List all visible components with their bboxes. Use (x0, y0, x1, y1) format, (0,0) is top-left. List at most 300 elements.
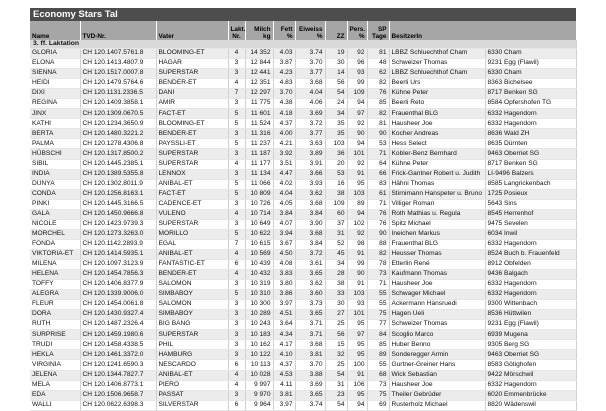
cell-tvd: CH 120.1142.2893.9 (80, 239, 156, 249)
cell-milch: 10 439 (245, 259, 273, 269)
cell-milch: 10 432 (245, 270, 273, 280)
cell-name: JELENA (30, 370, 80, 380)
cell-pers: 95 (347, 340, 367, 350)
cell-tvd: CH 120.1309.0670.5 (80, 109, 156, 119)
cell-lakt: 3 (228, 280, 245, 290)
cell-besitzer: Schweizer Thomas (389, 320, 485, 330)
cell-lakt: 3 (228, 300, 245, 310)
cell-vater: PHIL (156, 340, 228, 350)
table-row (30, 129, 576, 139)
cell-lakt: 3 (228, 320, 245, 330)
cell-pers: 92 (347, 159, 367, 169)
cell-eiweiss: 3.91 (295, 159, 325, 169)
cell-milch: 10 113 (245, 360, 273, 370)
cell-vater: FANTASTIC-ET (156, 259, 228, 269)
cell-vater: CADENCE-ET (156, 199, 228, 209)
cell-zz: 25 (325, 320, 347, 330)
cell-tvd: CH 120.1097.3123.9 (80, 259, 156, 269)
cell-besitzer: Kaufmann Thomas (389, 270, 485, 280)
cell-zz: 103 (325, 139, 347, 149)
table-row (30, 290, 576, 300)
cell-sp: 81 (367, 119, 389, 129)
cell-name: TRUDI (30, 340, 80, 350)
cell-vater: SUPERSTAR (156, 219, 228, 229)
cell-eiweiss: 3.65 (295, 310, 325, 320)
cell-tvd: CH 120.1517.0007.8 (80, 69, 156, 79)
cell-ort: 6939 Mugena (485, 330, 576, 340)
cell-milch: 10 714 (245, 209, 273, 219)
cell-milch: 12 844 (245, 59, 273, 69)
cell-tvd: CH 120.1409.3858.1 (80, 99, 156, 109)
cell-name: VIRGINIA (30, 360, 80, 370)
cell-sp: 82 (367, 109, 389, 119)
cell-name: KATHI (30, 119, 80, 129)
col-header-lakt: Lakt. Nr. (228, 21, 245, 40)
cell-zz: 31 (325, 380, 347, 390)
cell-ort: 6020 Emmenbrücke (485, 390, 576, 400)
cell-sp: 62 (367, 69, 389, 79)
cell-fett: 3.97 (273, 300, 295, 310)
cell-eiweiss: 3.68 (295, 199, 325, 209)
cell-sp: 82 (367, 249, 389, 259)
table-row (30, 310, 576, 320)
cell-sp: 77 (367, 320, 389, 330)
cell-vater: HÄGAR (156, 59, 228, 69)
col-header-pers: Pers. % (347, 21, 367, 40)
cell-fett: 3.51 (273, 159, 295, 169)
cell-eiweiss: 3.90 (295, 219, 325, 229)
cell-eiweiss: 4.04 (295, 89, 325, 99)
cell-lakt: 4 (228, 270, 245, 280)
cell-ort: 6330 Cham (485, 49, 576, 59)
cell-fett: 4.11 (273, 380, 295, 390)
cell-sp: 81 (367, 49, 389, 59)
cell-milch: 9 970 (245, 390, 273, 400)
cell-eiweiss: 3.72 (295, 119, 325, 129)
cell-zz: 54 (325, 370, 347, 380)
cell-lakt: 5 (228, 229, 245, 239)
cell-pers: 109 (347, 89, 367, 99)
cell-name: GLORIA (30, 49, 80, 59)
cell-eiweiss: 3.77 (295, 69, 325, 79)
cell-eiweiss: 3.68 (295, 229, 325, 239)
cell-ort: 8584 Opfershofen TG (485, 99, 576, 109)
cell-sp: 71 (367, 199, 389, 209)
cell-ort: LI-9496 Balzers (485, 169, 576, 179)
cell-name: NICOLE (30, 219, 80, 229)
table-row (30, 350, 576, 360)
cell-vater: SUPERSTAR (156, 69, 228, 79)
cell-vater: BENDER-ET (156, 129, 228, 139)
cell-besitzer: Hausheer Joe (389, 119, 485, 129)
cell-besitzer: Heusser Thomas (389, 249, 485, 259)
col-header-zz: ZZ (325, 21, 347, 40)
table-row (30, 390, 576, 400)
cell-tvd: CH 120.1256.8163.1 (80, 189, 156, 199)
cell-sp: 89 (367, 350, 389, 360)
cell-ort: 8545 Herrenhof (485, 209, 576, 219)
cell-name: HEKLA (30, 350, 80, 360)
cell-eiweiss: 3.74 (295, 400, 325, 410)
cell-sp: 55 (367, 290, 389, 300)
cell-pers: 92 (347, 229, 367, 239)
cell-fett: 4.83 (273, 79, 295, 89)
cell-besitzer: LBBZ Schluechthof Cham (389, 69, 485, 79)
table-row (30, 99, 576, 109)
cell-ort: 9475 Sevelen (485, 219, 576, 229)
cell-ort: 8536 Hüttwilen (485, 310, 576, 320)
cell-zz: 28 (325, 270, 347, 280)
cell-vater: BIG BANG (156, 320, 228, 330)
cell-vater: BLOOMING-ET (156, 119, 228, 129)
cell-fett: 3.81 (273, 390, 295, 400)
cell-besitzer: Stirnimann Hanspeter u. Bruno (389, 189, 485, 199)
table-row (30, 169, 576, 179)
cell-vater: VULENO (156, 209, 228, 219)
cell-fett: 4.02 (273, 179, 295, 189)
table-body (30, 40, 576, 410)
table-row (30, 229, 576, 239)
cell-lakt: 5 (228, 179, 245, 189)
cell-tvd: CH 120.1430.9327.4 (80, 310, 156, 320)
cell-eiweiss: 3.88 (295, 370, 325, 380)
table-row (30, 69, 576, 79)
cell-eiweiss: 3.61 (295, 259, 325, 269)
cell-tvd: CH 120.1278.4306.8 (80, 139, 156, 149)
cell-name: MELA (30, 380, 80, 390)
cell-name: INDIA (30, 169, 80, 179)
cell-vater: BENDER-ET (156, 79, 228, 89)
cell-pers: 91 (347, 280, 367, 290)
cell-fett: 3.83 (273, 270, 295, 280)
cell-lakt: 6 (228, 400, 245, 410)
cell-pers: 97 (347, 330, 367, 340)
cell-lakt: 5 (228, 109, 245, 119)
cell-zz: 15 (325, 340, 347, 350)
cell-ort: 6332 Hagendorn (485, 380, 576, 390)
cell-pers: 103 (347, 290, 367, 300)
cell-fett: 3.70 (273, 89, 295, 99)
cell-fett: 4.38 (273, 99, 295, 109)
cell-vater: SALOMON (156, 280, 228, 290)
cell-zz: 34 (325, 259, 347, 269)
cell-zz: 56 (325, 330, 347, 340)
cell-eiweiss: 3.68 (295, 340, 325, 350)
cell-sp: 85 (367, 99, 389, 109)
cell-besitzer: Frauenthal BLG (389, 239, 485, 249)
table-row (30, 239, 576, 249)
cell-lakt: 3 (228, 390, 245, 400)
cell-tvd: CH 120.1407.5761.8 (80, 49, 156, 59)
cell-ort: 6034 Inwil (485, 229, 576, 239)
cell-fett: 4.03 (273, 49, 295, 59)
cell-sp: 61 (367, 189, 389, 199)
cell-fett: 4.07 (273, 219, 295, 229)
cell-tvd: CH 120.1413.4807.9 (80, 59, 156, 69)
cell-tvd: CH 120.1454.0061.8 (80, 300, 156, 310)
cell-name: MILENA (30, 259, 80, 269)
cell-fett: 3.97 (273, 400, 295, 410)
cell-sp: 83 (367, 179, 389, 189)
table-row (30, 300, 576, 310)
cell-ort: 9231 Egg (Flawil) (485, 59, 576, 69)
cell-pers: 92 (347, 49, 367, 59)
cell-pers: 95 (347, 350, 367, 360)
cell-pers: 95 (347, 320, 367, 330)
cell-name: EDA (30, 390, 80, 400)
cell-vater: MORILLO (156, 229, 228, 239)
cell-sp: 53 (367, 139, 389, 149)
cell-milch: 10 028 (245, 370, 273, 380)
cell-milch: 14 352 (245, 49, 273, 59)
cell-tvd: CH 120.1506.9658.7 (80, 390, 156, 400)
cell-vater: FACT-ET (156, 109, 228, 119)
cell-name: PALMA (30, 139, 80, 149)
table-title: Economy Stars Tal (30, 8, 576, 21)
cell-tvd: CH 120.1423.9739.3 (80, 219, 156, 229)
cell-pers: 106 (347, 380, 367, 390)
cell-sp: 84 (367, 330, 389, 340)
cell-name: FLEUR (30, 300, 80, 310)
cell-tvd: CH 120.1445.3166.5 (80, 199, 156, 209)
cell-besitzer: Scoglio Marco (389, 330, 485, 340)
cell-lakt: 5 (228, 290, 245, 300)
cell-zz: 52 (325, 239, 347, 249)
cell-milch: 10 289 (245, 310, 273, 320)
cell-zz: 33 (325, 290, 347, 300)
cell-besitzer: Huber Benno (389, 340, 485, 350)
cell-tvd: CH 120.1454.7856.3 (80, 270, 156, 280)
cell-vater: ANIBAL-ET (156, 370, 228, 380)
cell-pers: 98 (347, 239, 367, 249)
cell-fett: 4.37 (273, 360, 295, 370)
cell-name: DUNYA (30, 179, 80, 189)
cell-vater: SUPERSTAR (156, 330, 228, 340)
cell-milch: 11 601 (245, 109, 273, 119)
cell-lakt: 7 (228, 89, 245, 99)
cell-milch: 11 316 (245, 129, 273, 139)
cell-name: SIENNA (30, 69, 80, 79)
cell-pers: 95 (347, 390, 367, 400)
cell-name: DORA (30, 310, 80, 320)
cell-eiweiss: 3.69 (295, 380, 325, 390)
cell-lakt: 3 (228, 199, 245, 209)
cell-vater: SUPERSTAR (156, 159, 228, 169)
cell-ort: 8912 Obfelden (485, 259, 576, 269)
cell-tvd: CH 120.1389.5355.8 (80, 169, 156, 179)
cell-sp: 88 (367, 239, 389, 249)
cell-eiweiss: 3.73 (295, 300, 325, 310)
table-row (30, 109, 576, 119)
cell-milch: 11 177 (245, 159, 273, 169)
cell-sp: 90 (367, 129, 389, 139)
cell-fett: 4.50 (273, 249, 295, 259)
cell-ort: 5643 Sins (485, 199, 576, 209)
cell-fett: 3.84 (273, 209, 295, 219)
cell-sp: 69 (367, 400, 389, 410)
table-row (30, 179, 576, 189)
cell-besitzer: Wick Sebastian (389, 370, 485, 380)
cell-eiweiss: 3.65 (295, 390, 325, 400)
cell-sp: 78 (367, 259, 389, 269)
cell-eiweiss: 3.89 (295, 149, 325, 159)
table-row (30, 340, 576, 350)
table-row (30, 149, 576, 159)
cell-tvd: CH 120.1339.9006.0 (80, 290, 156, 300)
cell-pers: 92 (347, 119, 367, 129)
cell-fett: 4.23 (273, 69, 295, 79)
cell-eiweiss: 3.72 (295, 249, 325, 259)
cell-besitzer: Hess Select (389, 139, 485, 149)
cell-sp: 75 (367, 390, 389, 400)
cell-milch: 12 297 (245, 89, 273, 99)
cell-lakt: 5 (228, 189, 245, 199)
cell-vater: ANIBAL-ET (156, 249, 228, 259)
cell-sp: 75 (367, 310, 389, 320)
table-row (30, 159, 576, 169)
cell-pers: 90 (347, 270, 367, 280)
cell-sp: 90 (367, 229, 389, 239)
cell-sp: 66 (367, 169, 389, 179)
cell-pers: 99 (347, 259, 367, 269)
table-row (30, 219, 576, 229)
cell-zz: 54 (325, 400, 347, 410)
table-row (30, 89, 576, 99)
cell-pers: 91 (347, 249, 367, 259)
cell-zz: 24 (325, 99, 347, 109)
cell-name: HEIDI (30, 79, 80, 89)
cell-name: SURPRISE (30, 330, 80, 340)
cell-ort: 8820 Wädenswil (485, 400, 576, 410)
cell-zz: 109 (325, 199, 347, 209)
cell-name: GALA (30, 209, 80, 219)
cell-milch: 11 134 (245, 169, 273, 179)
cell-lakt: 4 (228, 209, 245, 219)
table-row (30, 330, 576, 340)
cell-name: HELENA (30, 270, 80, 280)
table-row (30, 79, 576, 89)
cell-eiweiss: 3.62 (295, 189, 325, 199)
col-header-sp: SP Tage (367, 21, 389, 40)
cell-besitzer: Roth Mathias u. Regula (389, 209, 485, 219)
cell-name: JINX (30, 109, 80, 119)
cell-lakt: 5 (228, 139, 245, 149)
cell-fett: 4.04 (273, 189, 295, 199)
cell-ort: 9300 Wittenbach (485, 300, 576, 310)
cell-besitzer: Sonderegger Armin (389, 350, 485, 360)
cell-lakt: 3 (228, 99, 245, 109)
cell-zz: 30 (325, 300, 347, 310)
cell-lakt: 4 (228, 249, 245, 259)
cell-vater: PAYSSLI-ET (156, 139, 228, 149)
cell-eiweiss: 3.69 (295, 109, 325, 119)
col-header-vater: Vater (156, 21, 228, 40)
cell-fett: 4.00 (273, 129, 295, 139)
cell-eiweiss: 4.06 (295, 99, 325, 109)
cell-tvd: CH 120.1487.2326.4 (80, 320, 156, 330)
cell-fett: 4.53 (273, 370, 295, 380)
cell-besitzer: Beerli Urs (389, 79, 485, 89)
table-row (30, 370, 576, 380)
cell-pers: 94 (347, 99, 367, 109)
cell-sp: 76 (367, 219, 389, 229)
cell-name: PINKI (30, 199, 80, 209)
cell-sp: 64 (367, 159, 389, 169)
cell-milch: 10 183 (245, 330, 273, 340)
cell-ort: 8717 Benken SG (485, 159, 576, 169)
cell-ort: 6332 Hagendorn (485, 239, 576, 249)
cell-name: MORCHEL (30, 229, 80, 239)
cell-tvd: CH 120.1241.6590.3 (80, 360, 156, 370)
section-label: 3. ff. Laktation (30, 40, 576, 49)
cell-zz: 56 (325, 79, 347, 89)
col-header-eiweiss: Eiweiss % (295, 21, 325, 40)
cell-besitzer: Etterlin René (389, 259, 485, 269)
cell-ort: 8636 Wald ZH (485, 129, 576, 139)
cell-name: REGINA (30, 99, 80, 109)
col-header-name: Name (30, 21, 80, 40)
cell-tvd: CH 120.1479.5764.6 (80, 79, 156, 89)
cell-fett: 3.64 (273, 320, 295, 330)
cell-fett: 4.21 (273, 139, 295, 149)
cell-sp: 71 (367, 149, 389, 159)
cell-fett: 4.51 (273, 310, 295, 320)
cell-besitzer: Kühne Peter (389, 89, 485, 99)
cell-besitzer: Ackermann Hansruedi (389, 300, 485, 310)
col-header-milch: Milch kg (245, 21, 273, 40)
cell-pers: 96 (347, 59, 367, 69)
cell-zz: 30 (325, 59, 347, 69)
cell-milch: 10 319 (245, 280, 273, 290)
cell-fett: 3.94 (273, 229, 295, 239)
cell-eiweiss: 3.62 (295, 280, 325, 290)
cell-milch: 10 809 (245, 189, 273, 199)
cell-tvd: CH 120.1344.7827.7 (80, 370, 156, 380)
cell-lakt: 7 (228, 239, 245, 249)
cell-vater: BENDER-ET (156, 270, 228, 280)
cell-besitzer: Gurtner-Greiner Hans (389, 360, 485, 370)
table-row (30, 280, 576, 290)
cell-vater: DANI (156, 89, 228, 99)
cell-milch: 9 964 (245, 400, 273, 410)
cell-name: ELONA (30, 59, 80, 69)
col-header-tvd: TVD-Nr. (80, 21, 156, 40)
cell-fett: 4.05 (273, 199, 295, 209)
cell-ort: 6332 Hagendorn (485, 119, 576, 129)
table-row (30, 139, 576, 149)
cell-pers: 91 (347, 370, 367, 380)
cell-vater: NESCARDO (156, 360, 228, 370)
cell-besitzer: Hausheer Joe (389, 380, 485, 390)
cell-ort: 6332 Hagendorn (485, 109, 576, 119)
cell-fett: 4.10 (273, 350, 295, 360)
cell-fett: 4.34 (273, 330, 295, 340)
cell-zz: 34 (325, 109, 347, 119)
cell-milch: 12 441 (245, 69, 273, 79)
cell-zz: 36 (325, 149, 347, 159)
cell-tvd: CH 120.1480.3221.2 (80, 129, 156, 139)
cell-eiweiss: 3.65 (295, 270, 325, 280)
cell-vater: PASSAT (156, 390, 228, 400)
cell-sp: 82 (367, 79, 389, 89)
cell-vater: FACT-ET (156, 189, 228, 199)
cell-lakt: 4 (228, 79, 245, 89)
cell-lakt: 3 (228, 219, 245, 229)
cell-pers: 102 (347, 219, 367, 229)
cell-pers: 95 (347, 179, 367, 189)
cell-tvd: CH 120.0622.6398.3 (80, 400, 156, 410)
cell-milch: 10 569 (245, 249, 273, 259)
